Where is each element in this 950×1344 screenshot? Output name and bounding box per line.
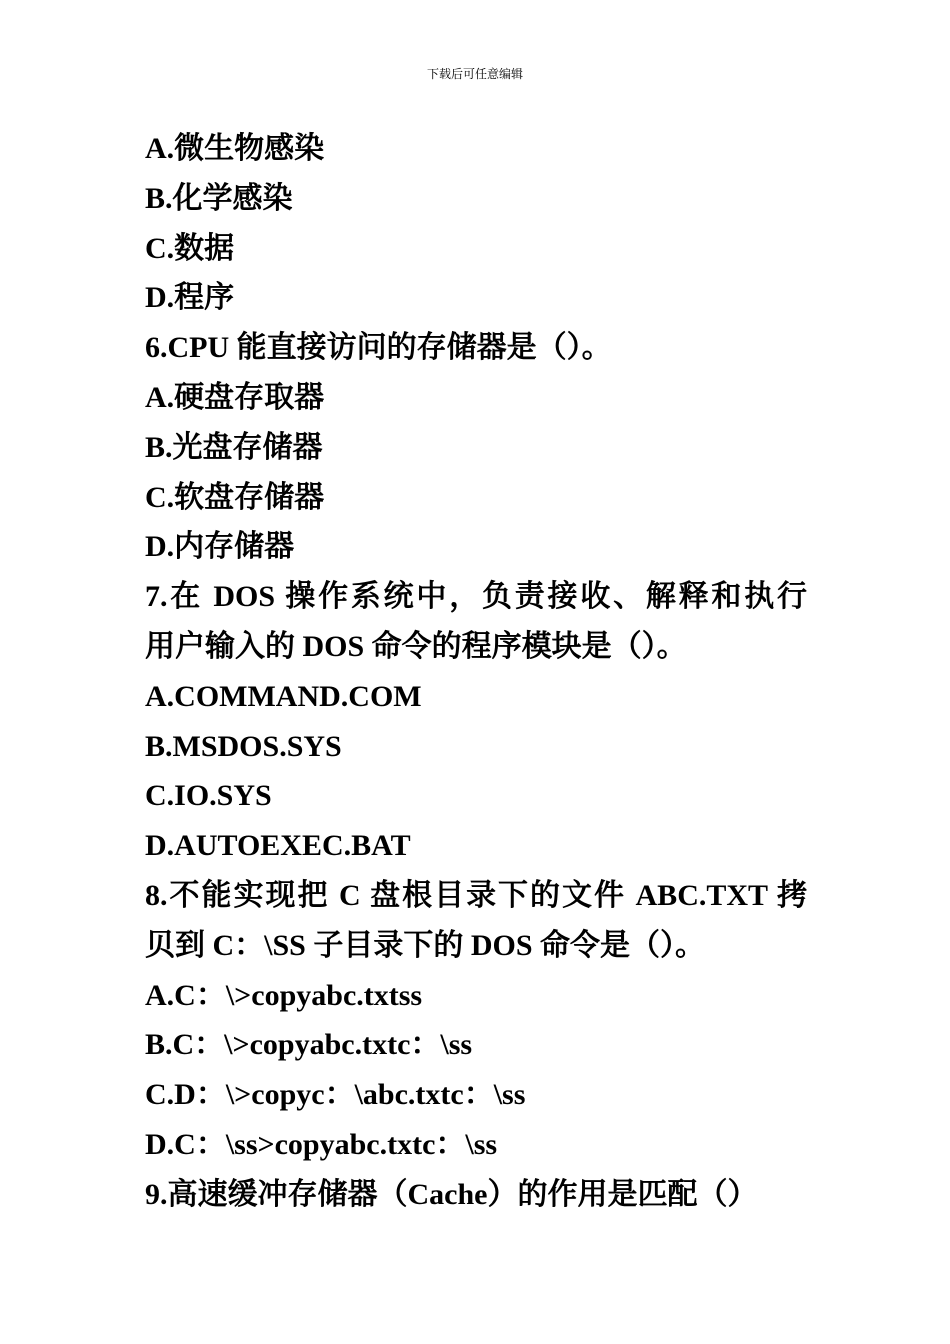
option-c-q8: C.D：\>copyc：\abc.txtc：\ss <box>145 1078 526 1112</box>
page-header: 下载后可任意编辑 <box>426 67 523 81</box>
question-9: 9.高速缓冲存储器（Cache）的作用是匹配（） <box>145 1177 758 1211</box>
option-b-q7: B.MSDOS.SYS <box>145 729 342 763</box>
question-8-line-2: 贝到 C：\SS 子目录下的 DOS 命令是（）。 <box>145 928 706 962</box>
option-b-q6: B.光盘存储器 <box>145 430 323 464</box>
option-d-q5: D.程序 <box>145 281 235 315</box>
option-a-q7: A.COMMAND.COM <box>145 679 422 713</box>
document-body <box>145 124 807 1220</box>
option-a-q8: A.C：\>copyabc.txtss <box>145 978 423 1012</box>
question-6: 6.CPU 能直接访问的存储器是（）。 <box>145 331 612 365</box>
option-d-q7: D.AUTOEXEC.BAT <box>145 829 411 863</box>
question-7-line-1: 7.在 DOS 操作系统中，负责接收、解释和执行 <box>145 580 807 614</box>
option-d-q8: D.C：\ss>copyabc.txtc：\ss <box>145 1127 498 1161</box>
option-b-q8: B.C：\>copyabc.txtc：\ss <box>145 1028 473 1062</box>
option-b-q5: B.化学感染 <box>145 181 293 215</box>
option-a-q6: A.硬盘存取器 <box>145 380 325 414</box>
option-a-q5: A.微生物感染 <box>145 132 325 165</box>
option-c-q6: C.软盘存储器 <box>145 480 325 514</box>
question-8-line-1: 8.不能实现把 C 盘根目录下的文件 ABC.TXT 拷 <box>145 878 807 912</box>
option-d-q6: D.内存储器 <box>145 530 295 564</box>
question-7-line-2: 用户输入的 DOS 命令的程序模块是（）。 <box>145 629 687 663</box>
option-c-q7: C.IO.SYS <box>145 779 272 813</box>
option-c-q5: C.数据 <box>145 231 235 265</box>
